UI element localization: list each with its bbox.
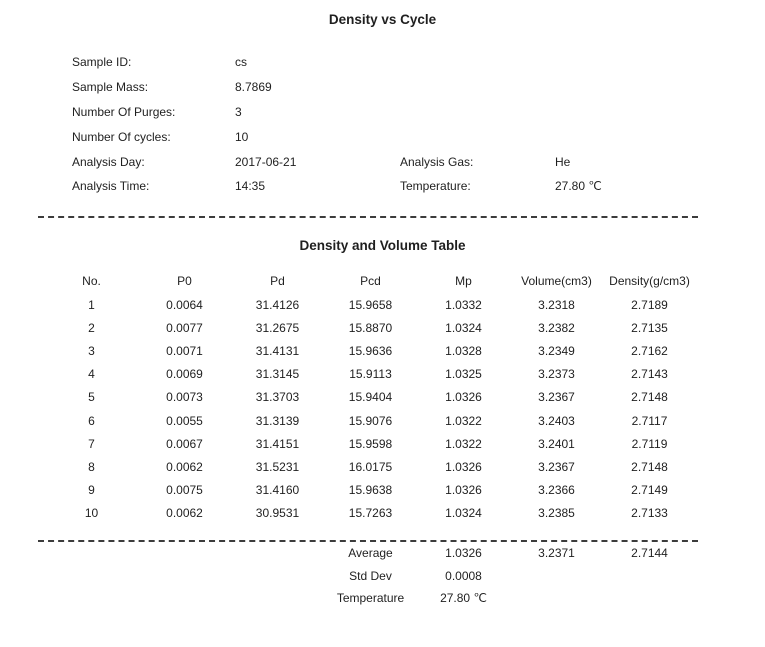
density-volume-table [45, 270, 696, 525]
info-value-left: 3 [235, 104, 242, 119]
cell-volume: 3.2382 [538, 320, 575, 335]
column-header-p0: P0 [177, 274, 192, 289]
summary-row [45, 587, 696, 610]
cell-pcd: 15.9598 [348, 436, 393, 451]
info-row [0, 50, 765, 75]
summary-label: Std Dev [349, 568, 392, 583]
info-label-right: Temperature: [400, 179, 471, 194]
cell-density: 2.7162 [631, 343, 668, 358]
summary-value-density [603, 564, 696, 587]
cell-volume: 3.2373 [538, 367, 575, 382]
cell-pcd: 15.9636 [348, 343, 393, 358]
summary-value-mp: 0.0008 [445, 568, 482, 583]
table-row [45, 386, 696, 409]
summary-value-mp: 27.80 ℃ [440, 591, 487, 606]
cell-p0: 0.0064 [166, 297, 203, 312]
info-label-left: Sample Mass: [72, 80, 149, 95]
summary-cell-empty-3 [231, 587, 324, 610]
cell-pcd: 15.9113 [349, 367, 392, 382]
cell-volume: 3.2401 [538, 436, 575, 451]
info-row [0, 75, 765, 100]
cell-pd: 31.4126 [255, 297, 300, 312]
summary-cell-empty-1 [45, 542, 138, 565]
summary-label: Average [348, 546, 393, 561]
cell-volume: 3.2367 [538, 459, 575, 474]
cell-volume: 3.2349 [538, 343, 575, 358]
cell-pcd: 15.9404 [348, 390, 393, 405]
summary-cell-empty-2 [138, 587, 231, 610]
summary-value-density: 2.7144 [631, 546, 668, 561]
cell-no: 1 [88, 297, 95, 312]
dashed-divider-top [38, 216, 698, 218]
column-header-mp: Mp [455, 274, 472, 289]
info-row [0, 100, 765, 125]
cell-p0: 0.0073 [166, 390, 203, 405]
cell-pcd: 15.7263 [348, 506, 393, 521]
cell-mp: 1.0328 [445, 343, 482, 358]
cell-p0: 0.0062 [166, 506, 203, 521]
cell-pd: 31.4160 [255, 483, 300, 498]
cell-p0: 0.0069 [166, 367, 203, 382]
summary-value-mp: 1.0326 [445, 546, 482, 561]
cell-pd: 31.3139 [255, 413, 300, 428]
table-row [45, 316, 696, 339]
cell-mp: 1.0324 [445, 506, 482, 521]
cell-mp: 1.0326 [445, 390, 482, 405]
cell-pd: 31.5231 [255, 459, 300, 474]
summary-table [45, 542, 696, 610]
table-row [45, 455, 696, 478]
summary-cell-empty-3 [231, 542, 324, 565]
info-value-left: cs [235, 55, 247, 70]
cell-p0: 0.0071 [166, 343, 203, 358]
cell-density: 2.7119 [631, 436, 668, 451]
cell-density: 2.7148 [631, 390, 668, 405]
info-label-left: Analysis Day: [72, 154, 145, 169]
info-label-left: Number Of Purges: [72, 104, 176, 119]
table-row [45, 502, 696, 525]
cell-no: 6 [88, 413, 95, 428]
table-header-row [45, 270, 696, 293]
cell-no: 3 [88, 343, 95, 358]
cell-pcd: 15.8870 [348, 320, 393, 335]
info-label-left: Analysis Time: [72, 179, 150, 194]
table-row [45, 339, 696, 362]
cell-density: 2.7143 [631, 367, 668, 382]
cell-mp: 1.0326 [445, 483, 482, 498]
summary-value-volume: 3.2371 [538, 546, 575, 561]
info-row [0, 124, 765, 149]
table-row [45, 432, 696, 455]
cell-mp: 1.0322 [445, 413, 482, 428]
cell-pd: 31.2675 [255, 320, 300, 335]
info-row [0, 174, 765, 199]
info-label-right: Analysis Gas: [400, 154, 474, 169]
cell-p0: 0.0062 [166, 459, 203, 474]
cell-pd: 31.3145 [255, 367, 300, 382]
summary-label: Temperature [336, 591, 405, 606]
cell-volume: 3.2367 [538, 390, 575, 405]
cell-mp: 1.0332 [445, 297, 482, 312]
cell-pd: 30.9531 [255, 506, 300, 521]
cell-pcd: 15.9076 [348, 413, 393, 428]
summary-value-volume [510, 587, 603, 610]
column-header-no: No. [82, 274, 101, 289]
summary-cell-empty-1 [45, 564, 138, 587]
info-value-left: 2017-06-21 [235, 154, 297, 169]
column-header-density: Density(g/cm3) [609, 274, 690, 289]
cell-mp: 1.0322 [445, 436, 482, 451]
cell-density: 2.7148 [631, 459, 668, 474]
cell-volume: 3.2403 [538, 413, 575, 428]
cell-no: 7 [88, 436, 95, 451]
cell-pcd: 16.0175 [348, 459, 393, 474]
cell-pd: 31.3703 [255, 390, 300, 405]
cell-density: 2.7149 [631, 483, 668, 498]
cell-density: 2.7135 [631, 320, 668, 335]
summary-cell-empty-2 [138, 564, 231, 587]
info-value-right: He [555, 154, 571, 169]
cell-volume: 3.2385 [538, 506, 575, 521]
cell-p0: 0.0067 [166, 436, 203, 451]
info-label-left: Number Of cycles: [72, 129, 171, 144]
cell-no: 9 [88, 483, 95, 498]
info-value-left: 14:35 [235, 179, 266, 194]
table-row [45, 363, 696, 386]
info-value-left: 10 [235, 129, 249, 144]
info-row [0, 149, 765, 174]
cell-volume: 3.2318 [538, 297, 575, 312]
cell-density: 2.7117 [631, 413, 668, 428]
cell-mp: 1.0324 [445, 320, 482, 335]
table-row [45, 409, 696, 432]
info-value-right: 27.80 ℃ [555, 179, 602, 194]
summary-value-density [603, 587, 696, 610]
table-row [45, 478, 696, 501]
column-header-pcd: Pcd [360, 274, 381, 289]
cell-pd: 31.4131 [255, 343, 300, 358]
summary-value-volume [510, 564, 603, 587]
column-header-volume: Volume(cm3) [521, 274, 592, 289]
table-row [45, 293, 696, 316]
summary-cell-empty-3 [231, 564, 324, 587]
cell-density: 2.7189 [631, 297, 668, 312]
cell-no: 5 [88, 390, 95, 405]
cell-volume: 3.2366 [538, 483, 575, 498]
info-label-left: Sample ID: [72, 55, 132, 70]
cell-mp: 1.0325 [445, 367, 482, 382]
cell-p0: 0.0077 [166, 320, 203, 335]
summary-row [45, 564, 696, 587]
summary-row [45, 542, 696, 565]
summary-cell-empty-2 [138, 542, 231, 565]
summary-cell-empty-1 [45, 587, 138, 610]
page-title: Density vs Cycle [328, 12, 437, 27]
cell-p0: 0.0075 [166, 483, 203, 498]
cell-pcd: 15.9638 [348, 483, 393, 498]
cell-density: 2.7133 [631, 506, 668, 521]
cell-no: 4 [88, 367, 95, 382]
cell-pcd: 15.9658 [348, 297, 393, 312]
cell-no: 10 [84, 506, 99, 521]
cell-p0: 0.0055 [166, 413, 203, 428]
cell-no: 2 [88, 320, 95, 335]
cell-pd: 31.4151 [255, 436, 300, 451]
info-value-left: 8.7869 [235, 80, 272, 95]
table-section-title: Density and Volume Table [299, 237, 466, 253]
cell-no: 8 [88, 459, 95, 474]
cell-mp: 1.0326 [445, 459, 482, 474]
column-header-pd: Pd [270, 274, 285, 289]
sample-info-section [0, 50, 765, 199]
